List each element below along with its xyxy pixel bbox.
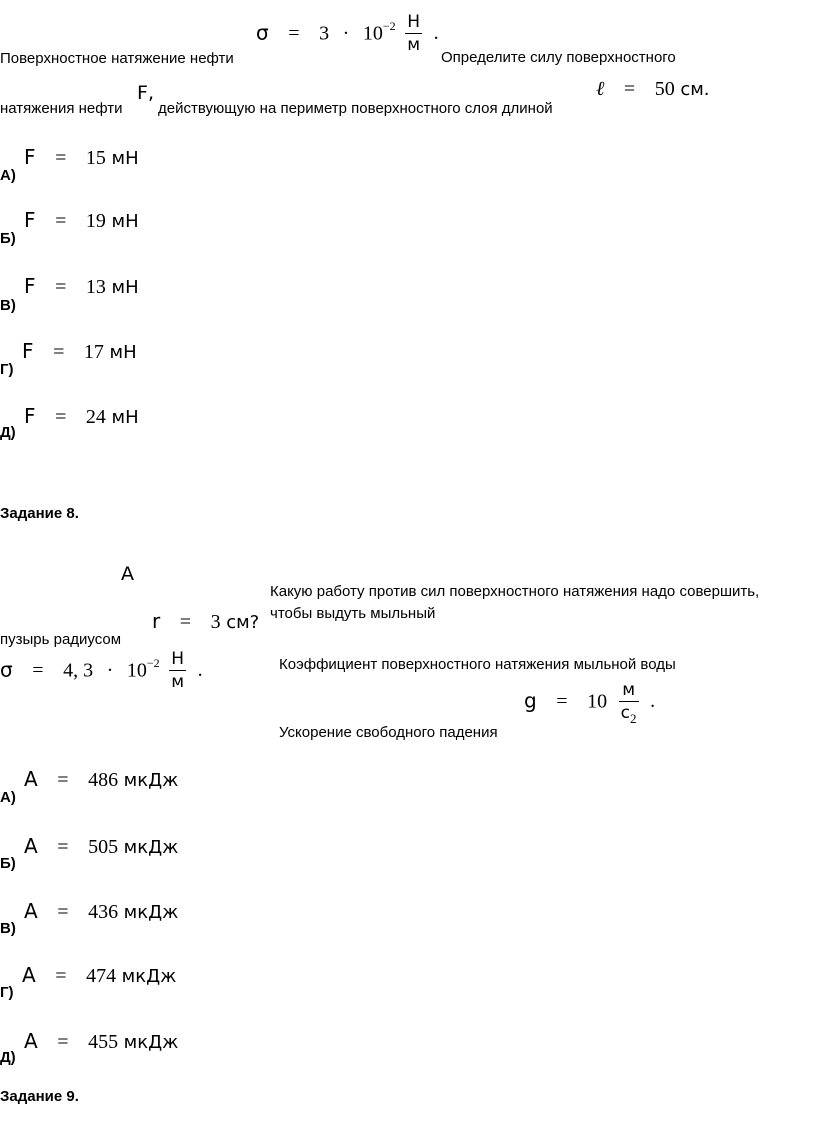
option-label: Г) bbox=[0, 984, 14, 1001]
option-label: Г) bbox=[0, 361, 14, 378]
sigma-coefficient: 3 bbox=[319, 22, 330, 45]
option-formula: F = 15 мН bbox=[24, 145, 139, 169]
task7-question-part1: Определите силу поверхностного bbox=[441, 49, 676, 66]
task8-unit-fraction: $\frac{Н}{м}$ bbox=[171, 649, 185, 692]
option-formula: F = 19 мН bbox=[24, 208, 139, 232]
sigma-exponent: −2 bbox=[382, 19, 396, 34]
task8-g-text: Ускорение свободного падения bbox=[279, 724, 498, 741]
option-label: А) bbox=[0, 789, 16, 806]
gravity-formula: g = 10 $\frac{м}{с_2}$ . bbox=[524, 680, 656, 726]
radius-symbol: r bbox=[152, 609, 161, 633]
option-label: Б) bbox=[0, 230, 16, 247]
gravity-symbol: g bbox=[524, 688, 537, 713]
task7-question-part3: действующую на периметр поверхностного слоя длиной bbox=[158, 100, 553, 117]
force-symbol: F, bbox=[137, 82, 154, 104]
option-label: Д) bbox=[0, 424, 16, 441]
option-formula: A = 474 мкДж bbox=[22, 963, 177, 987]
option-formula: F = 24 мН bbox=[24, 404, 139, 428]
option-formula: F = 17 мН bbox=[22, 339, 137, 363]
task8-question-line2: чтобы выдуть мыльный bbox=[270, 605, 436, 622]
option-label: В) bbox=[0, 920, 16, 937]
option-label: А) bbox=[0, 167, 16, 184]
gravity-unit-fraction: $\frac{м}{с_2}$ bbox=[620, 680, 637, 726]
option-formula: F = 13 мН bbox=[24, 274, 139, 298]
radius-value: 3 bbox=[210, 611, 221, 633]
task7-question-part2: натяжения нефти bbox=[0, 100, 123, 117]
work-symbol: A bbox=[121, 563, 134, 585]
radius-formula: r = 3 см? bbox=[152, 609, 260, 633]
option-formula: A = 505 мкДж bbox=[24, 834, 179, 858]
option-label: В) bbox=[0, 297, 16, 314]
sigma-formula: $\sigma = 3 \cdot 10^{-2}$ $\frac{Н}{м}$ . bbox=[256, 12, 439, 55]
length-unit: см. bbox=[680, 79, 710, 100]
sigma-symbol: σ bbox=[256, 20, 269, 45]
task9-heading: Задание 9. bbox=[0, 1088, 79, 1105]
unit-fraction: $\frac{Н}{м}$ bbox=[407, 12, 421, 55]
task8-heading: Задание 8. bbox=[0, 505, 79, 522]
length-formula: ℓ = 50 см. bbox=[596, 78, 710, 100]
option-formula: A = 486 мкДж bbox=[24, 767, 179, 791]
option-formula: A = 436 мкДж bbox=[24, 899, 179, 923]
radius-unit: см? bbox=[226, 612, 260, 633]
option-label: Д) bbox=[0, 1049, 16, 1066]
task8-coef-text: Коэффициент поверхностного натяжения мыльной воды bbox=[279, 656, 676, 673]
option-label: Б) bbox=[0, 855, 16, 872]
length-symbol: ℓ bbox=[596, 78, 605, 100]
option-formula: A = 455 мкДж bbox=[24, 1029, 179, 1053]
task7-intro: Поверхностное натяжение нефти bbox=[0, 50, 234, 67]
task8-sigma-coefficient: 4, 3 bbox=[63, 659, 94, 682]
task8-sigma-formula: σ = 4, $3 \cdot 10^{-2}$ $\frac{Н}{м}$ . bbox=[0, 649, 203, 692]
task8-question-line1: Какую работу против сил поверхностного натяжения надо совершить, bbox=[270, 583, 760, 600]
gravity-value: 10 bbox=[587, 690, 608, 713]
length-value: 50 bbox=[654, 78, 675, 100]
task8-bubble-text: пузырь радиусом bbox=[0, 631, 122, 648]
